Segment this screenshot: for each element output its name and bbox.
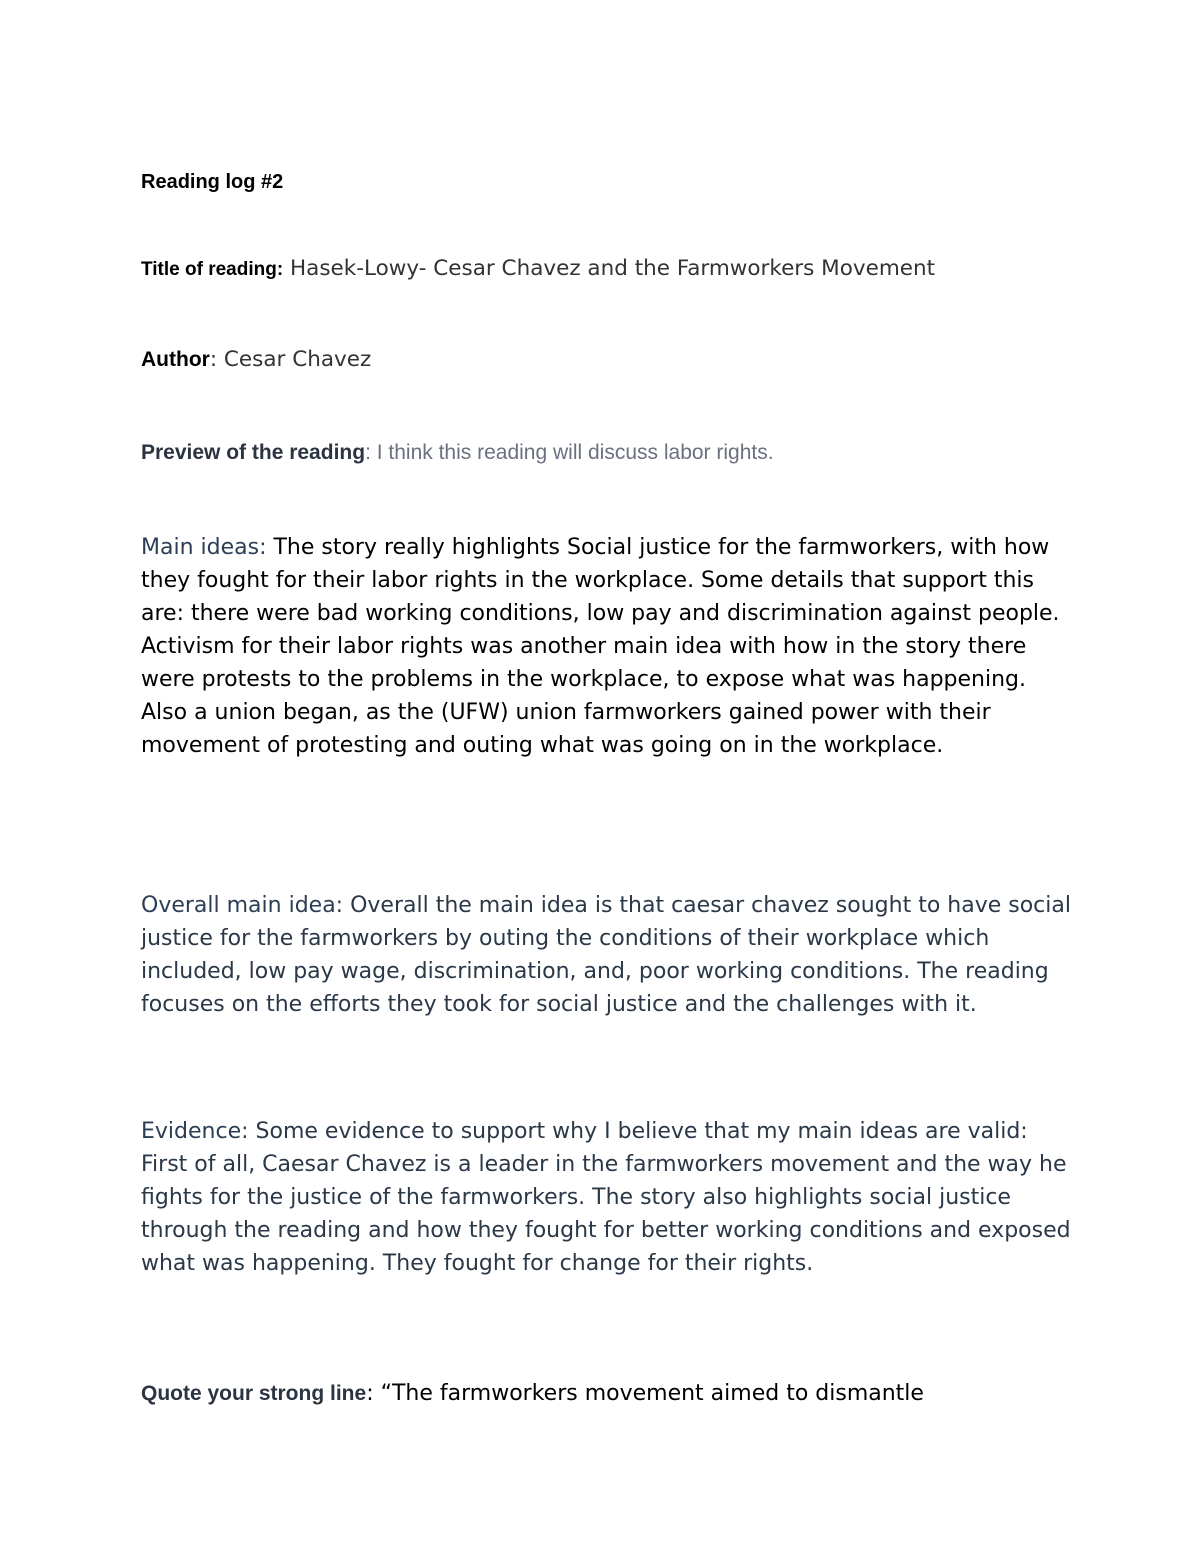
main-ideas-label: Main ideas: <box>141 535 267 560</box>
main-ideas-paragraph-2: Activism for their labor rights was another main idea with how in the story there were protests to the problems in the workplace, to expose what was happening. Also a union began, as the (UFW) union farmworkers gained power with their movement of protesting and outing what was going on in the workplace. <box>141 634 1027 758</box>
title-of-reading-label: Title of reading: <box>141 259 284 280</box>
overall-main-idea-section <box>141 889 1071 1021</box>
main-ideas-text-1: The story really highlights Social justice for the farmworkers, with how they fought for their labor rights in the workplace. Some details that support this are: there were bad working conditions, low pay and discrimination against people. <box>141 535 1060 626</box>
quote-label: Quote your strong line <box>141 1382 367 1405</box>
main-ideas-section <box>141 531 1071 762</box>
evidence-text: Some evidence to support why I believe that my main ideas are valid: First of all, Caesar Chavez is a leader in the farmworkers movement and the way he fights for the justice of the farmworkers. The story also highlights social justice through the reading and how they fought for better working conditions and exposed what was happening. They fought for change for their rights. <box>141 1119 1071 1276</box>
overall-main-idea-label: Overall main idea: <box>141 893 344 918</box>
quote-section <box>141 1377 1071 1410</box>
author-value: : Cesar Chavez <box>209 347 372 372</box>
author-label: Author <box>141 348 210 371</box>
preview-value: : I think this reading will discuss labor rights. <box>365 441 774 464</box>
title-of-reading-line <box>141 256 1071 281</box>
title-of-reading-value: Hasek-Lowy- Cesar Chavez and the Farmworkers Movement <box>283 256 936 281</box>
quote-text: : “The farmworkers movement aimed to dismantle <box>366 1381 924 1406</box>
main-ideas-paragraph-1 <box>141 531 1071 630</box>
preview-label: Preview of the reading <box>141 441 366 464</box>
evidence-label: Evidence: <box>141 1119 249 1144</box>
overall-main-idea-text: Overall the main idea is that caesar chavez sought to have social justice for the farmworkers by outing the conditions of their workplace which included, low pay wage, discrimination, and, poor working conditions. The reading focuses on the efforts they took for social justice and the challenges with it. <box>141 893 1071 1017</box>
author-line <box>141 347 1071 372</box>
preview-line <box>141 440 1071 465</box>
log-heading: Reading log #2 <box>141 171 284 193</box>
evidence-section <box>141 1115 1071 1280</box>
